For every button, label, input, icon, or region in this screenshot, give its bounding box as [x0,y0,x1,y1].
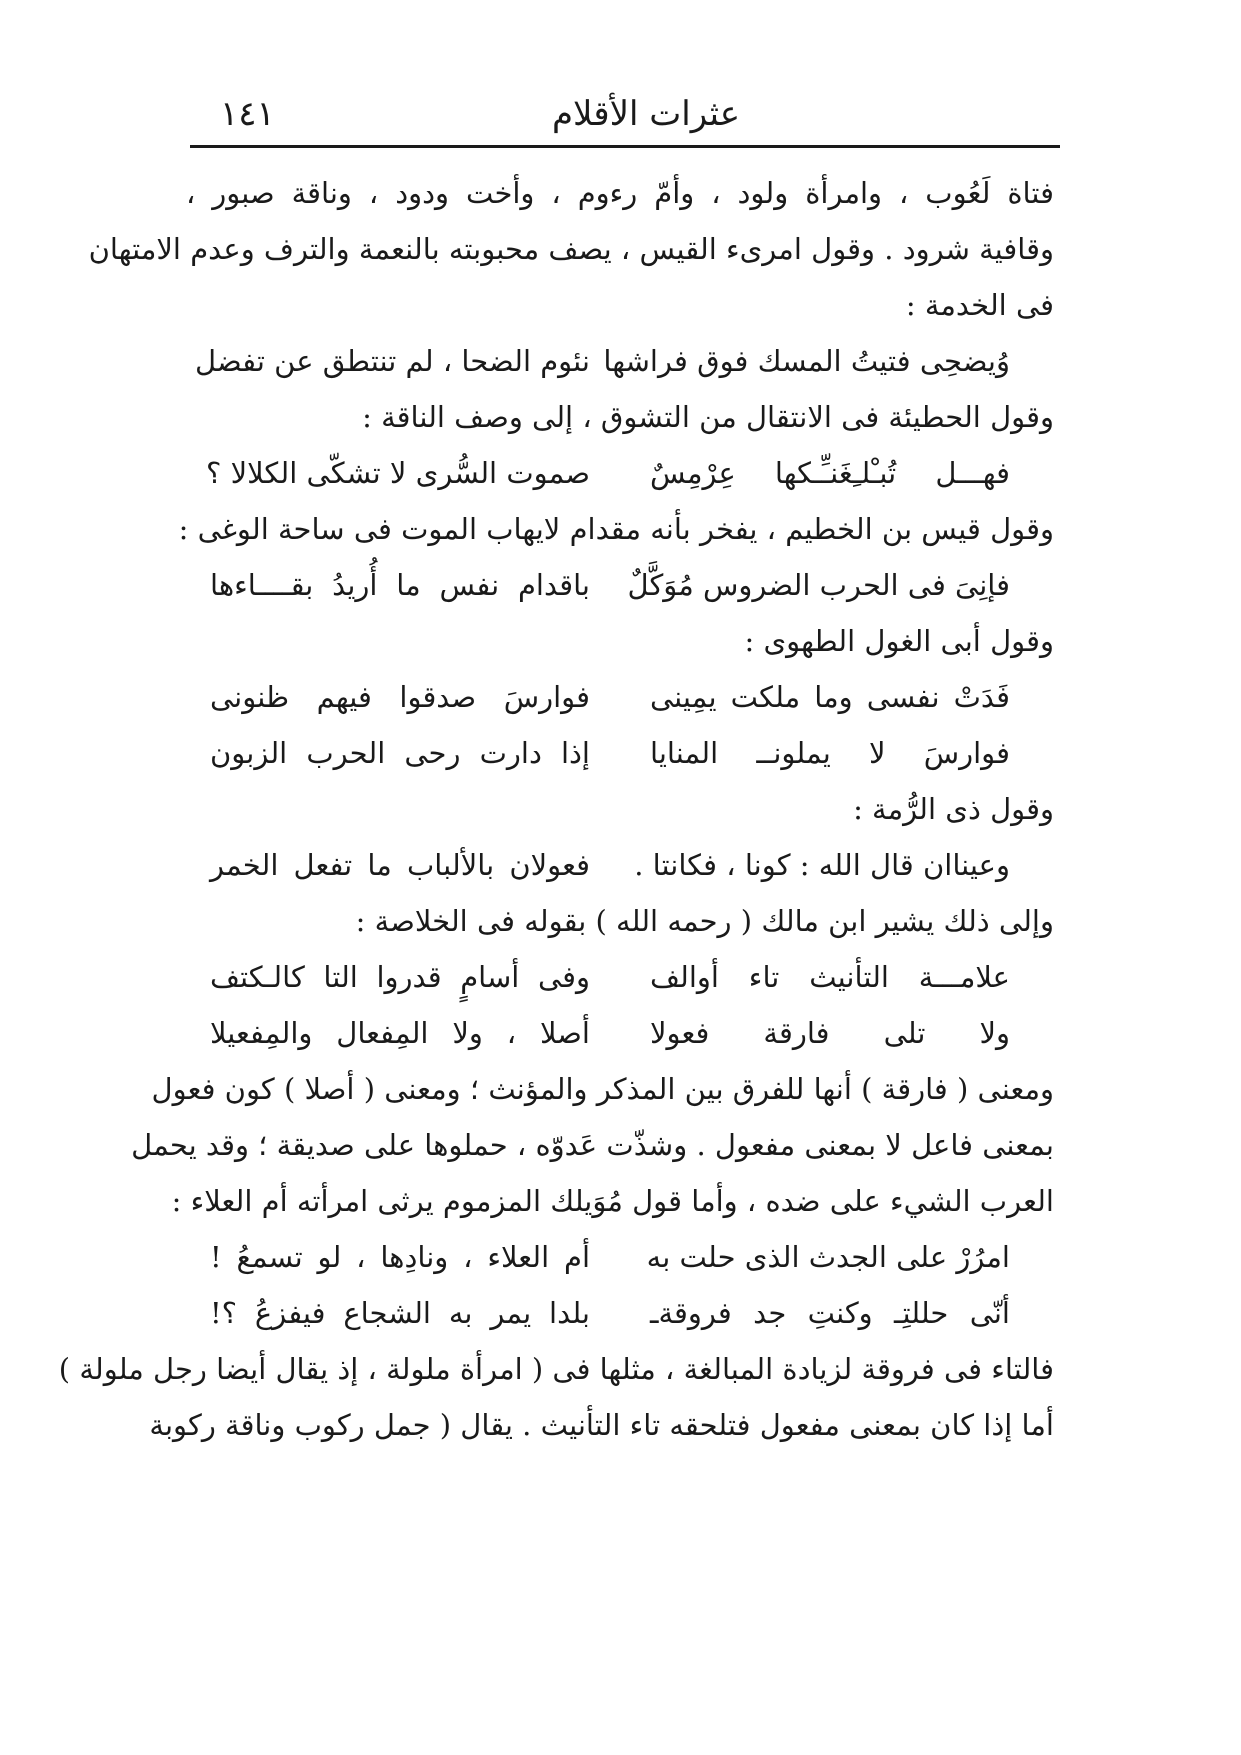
running-title: عثرات الأقلام [552,94,740,134]
prose-line: ومعنى ( فارقة ) أنها للفرق بين المذكر والمؤنث ؛ ومعنى ( أصلا ) كون فعول [151,1072,1054,1106]
verse-first-hemistich: فهـــل تُبـْلـِغَنـِّـكها عِرْمِسٌ [650,456,1010,490]
verse-line [180,949,1060,1005]
verse-line [180,837,1060,893]
body-text [58,165,1060,1453]
prose-line: وإلى ذلك يشير ابن مالك ( رحمه الله ) بقوله فى الخلاصة : [355,904,1054,938]
prose-line: وقول ذى الرُّمة : [853,792,1054,826]
verse-first-hemistich: فوارسَ لا يملونــ المنايا [650,736,1010,770]
prose-line: وقول قيس بن الخطيم ، يفخر بأنه مقدام لايهاب الموت فى ساحة الوغى : [178,512,1054,546]
prose-line: فالتاء فى فروقة لزيادة المبالغة ، مثلها فى ( امرأة ملولة ، إذ يقال أيضا رجل ملولة ) [58,1352,1054,1386]
verse-first-hemistich: امرُرْ على الجدث الذى حلت به [646,1240,1010,1274]
verse-line [180,669,1060,725]
verse-line [180,333,1060,389]
verse-second-hemistich: نئوم الضحا ، لم تنتطق عن تفضل [195,344,590,378]
verse-second-hemistich: أصلا ، ولا المِفعال والمِفعيلا [210,1016,590,1050]
verse-second-hemistich: وفى أسامٍ قدروا التا كالـكتف [210,960,590,994]
verse-second-hemistich: فعولان بالألباب ما تفعل الخمر [210,848,590,882]
prose-line: وقول الحطيئة فى الانتقال من التشوق ، إلى وصف الناقة : [362,400,1054,434]
prose-line: وقافية شرود . وقول امرىء القيس ، يصف محبوبته بالنعمة والترف وعدم الامتهان [88,232,1054,266]
verse-first-hemistich: فإنِىَ فى الحرب الضروس مُوَكَّلٌ [627,568,1010,602]
verse-line [180,445,1060,501]
prose-line: وقول أبى الغول الطهوى : [744,624,1054,658]
prose-line: فتاة لَعُوب ، وامرأة ولود ، وأمّ رءوم ، وأخت ودود ، وناقة صبور ، [186,176,1054,210]
verse-line [180,557,1060,613]
prose-line: فى الخدمة : [905,288,1054,322]
verse-line [180,1285,1060,1341]
verse-second-hemistich: فوارسَ صدقوا فيهم ظنونى [210,680,590,714]
verse-first-hemistich: وعيناان قال الله : كونا ، فكانتا . [634,848,1010,882]
verse-first-hemistich: علامـــة التأنيث تاء أوالف [650,960,1010,994]
verse-second-hemistich: صموت السُّرى لا تشكّى الكلالا ؟ [205,456,590,490]
verse-second-hemistich: أم العلاء ، ونادِها ، لو تسمعُ ! [210,1240,590,1274]
verse-first-hemistich: ولا تلى فارقة فعولا [650,1016,1010,1050]
verse-first-hemistich: أنّى حللتِـ وكنتِ جد فروقةـ [650,1296,1010,1330]
verse-first-hemistich: وُيضحِى فتيتُ المسك فوق فراشها [603,344,1010,378]
prose-line: بمعنى فاعل لا بمعنى مفعول . وشذّت عَدوّه ، حملوها على صديقة ؛ وقد يحمل [131,1128,1054,1162]
page-number: ١٤١ [220,94,275,134]
verse-line [180,1005,1060,1061]
prose-line: العرب الشيء على ضده ، وأما قول مُوَيلك المزموم يرثى امرأته أم العلاء : [171,1184,1054,1218]
prose-line: أما إذا كان بمعنى مفعول فتلحقه تاء التأنيث . يقال ( جمل ركوب وناقة ركوبة [149,1408,1054,1442]
verse-first-hemistich: فَدَتْ نفسى وما ملكت يمِينى [650,680,1010,714]
verse-second-hemistich: باقدام نفس ما أُريدُ بقــــاءها [210,568,590,602]
page-header [190,88,1070,148]
verse-second-hemistich: إذا دارت رحى الحرب الزبون [210,736,590,770]
verse-line [180,1229,1060,1285]
verse-line [180,725,1060,781]
verse-second-hemistich: بلدا يمر به الشجاع فيفزعُ ؟! [210,1296,590,1330]
header-rule [190,145,1060,148]
